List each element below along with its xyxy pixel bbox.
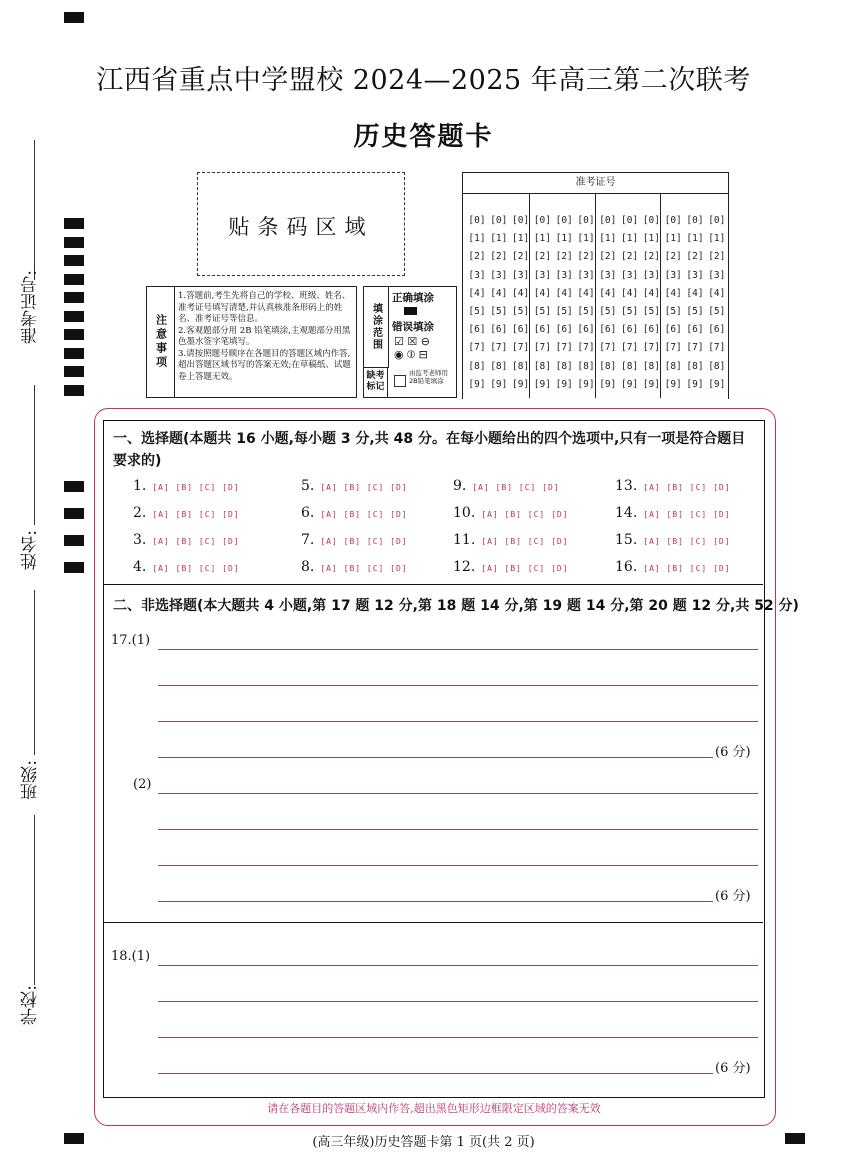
option-bubbles[interactable]: [A] [B] [C] [D] [472, 483, 560, 492]
digit-bubble[interactable]: [8] [577, 360, 595, 372]
corner-mark-top-left [64, 12, 84, 23]
digit-bubble[interactable]: [0] [490, 215, 508, 226]
digit-bubble[interactable]: [1] [512, 233, 530, 245]
digit-bubble[interactable]: [5] [512, 306, 530, 317]
digit-bubble[interactable]: [2] [664, 251, 682, 263]
choice-question [301, 559, 408, 575]
digit-bubble[interactable]: [6] [512, 324, 530, 336]
q17-part2-label: (2) [133, 777, 152, 792]
answer-line[interactable] [158, 1001, 758, 1002]
timing-mark [64, 292, 84, 303]
digit-bubble[interactable]: [2] [599, 251, 617, 263]
digit-bubble[interactable]: [4] [555, 287, 573, 299]
digit-bubble[interactable]: [8] [533, 360, 551, 372]
q18-part1-label: 18.(1) [111, 949, 151, 964]
digit-bubble[interactable]: [8] [512, 360, 530, 372]
digit-bubble[interactable]: [8] [686, 360, 704, 372]
choice-question [301, 532, 408, 548]
answer-line[interactable] [158, 757, 713, 758]
digit-bubble[interactable]: [5] [555, 306, 573, 317]
admission-number-grid [462, 172, 729, 399]
timing-mark [64, 311, 84, 322]
digit-bubble[interactable]: [2] [468, 251, 486, 263]
digit-bubble[interactable]: [9] [490, 378, 508, 390]
answer-line[interactable] [158, 865, 758, 866]
digit-bubble[interactable]: [3] [599, 269, 617, 281]
option-bubbles[interactable]: [A] [B] [C] [D] [643, 564, 731, 573]
question-number: 4. [133, 559, 147, 575]
digit-bubble[interactable]: [9] [621, 378, 639, 390]
choice-question [453, 532, 569, 548]
exam-title: 江西省重点中学盟校 2024—2025 年高三第二次联考 [96, 65, 751, 96]
choice-question [453, 478, 560, 494]
section-choice [103, 420, 763, 585]
option-bubbles[interactable]: [A] [B] [C] [D] [643, 483, 731, 492]
digit-bubble[interactable]: [7] [490, 342, 508, 354]
binding-line-3 [34, 590, 35, 755]
digit-bubble[interactable]: [5] [490, 306, 508, 317]
digit-bubble[interactable]: [1] [577, 233, 595, 245]
choice-question [615, 532, 731, 548]
digit-bubble[interactable]: [1] [490, 233, 508, 245]
digit-bubble[interactable]: [4] [621, 287, 639, 299]
digit-bubble[interactable]: [5] [533, 306, 551, 317]
question-number: 16. [615, 559, 638, 575]
digit-bubble[interactable]: [7] [468, 342, 486, 354]
side-name-label: 姓名: [21, 530, 41, 570]
digit-bubble[interactable]: [0] [642, 215, 660, 226]
digit-bubble[interactable]: [4] [664, 287, 682, 299]
digit-bubble[interactable]: [5] [664, 306, 682, 317]
digit-bubble-grid [463, 193, 728, 398]
notice-text [178, 291, 353, 383]
digit-bubble[interactable]: [6] [621, 324, 639, 336]
option-bubbles[interactable]: [A] [B] [C] [D] [643, 510, 731, 519]
binding-line-1 [34, 140, 35, 280]
absent-note: 由监考老师用2B铅笔填涂 [409, 369, 448, 385]
absent-label: 缺考标记 [364, 368, 388, 397]
option-bubbles[interactable]: [A] [B] [C] [D] [152, 510, 240, 519]
digit-bubble[interactable]: [9] [555, 378, 573, 390]
question-number: 1. [133, 478, 147, 494]
timing-mark [64, 366, 84, 377]
choice-question [301, 505, 408, 521]
digit-bubble[interactable]: [5] [577, 306, 595, 317]
digit-bubble[interactable]: [8] [490, 360, 508, 372]
digit-bubble[interactable]: [7] [555, 342, 573, 354]
digit-bubble[interactable]: [5] [642, 306, 660, 317]
answer-line[interactable] [158, 721, 758, 722]
digit-bubble[interactable]: [0] [577, 215, 595, 226]
digit-bubble[interactable]: [7] [642, 342, 660, 354]
q17-part1-label: 17.(1) [111, 633, 151, 648]
choice-question [453, 559, 569, 575]
question-number: 7. [301, 532, 315, 548]
digit-bubble[interactable]: [6] [599, 324, 617, 336]
choice-question [133, 505, 240, 521]
section-q18 [103, 923, 763, 1096]
digit-bubble[interactable]: [8] [621, 360, 639, 372]
timing-mark [64, 508, 84, 519]
q18-part1-score: (6 分) [715, 1061, 751, 1076]
digit-bubble[interactable]: [5] [468, 306, 486, 317]
wrong-fill-label: 错误填涂 [392, 321, 434, 333]
digit-bubble[interactable]: [1] [555, 233, 573, 245]
digit-bubble[interactable]: [0] [621, 215, 639, 226]
side-exam-no-label: 准考证号: [21, 270, 41, 344]
choice-question [453, 505, 569, 521]
digit-bubble[interactable]: [6] [708, 324, 726, 336]
option-bubbles[interactable]: [A] [B] [C] [D] [320, 510, 408, 519]
option-bubbles[interactable]: [A] [B] [C] [D] [481, 510, 569, 519]
digit-bubble[interactable]: [8] [664, 360, 682, 372]
digit-bubble[interactable]: [9] [512, 378, 530, 390]
barcode-area [197, 172, 405, 276]
question-number: 8. [301, 559, 315, 575]
question-number: 2. [133, 505, 147, 521]
digit-bubble[interactable]: [3] [642, 269, 660, 281]
section-open-heading: 二、非选择题(本大题共 4 小题,第 17 题 12 分,第 18 题 14 分,第 19 题 14 分,第 20 题 12 分,共 52 分) [113, 598, 799, 614]
option-bubbles[interactable]: [A] [B] [C] [D] [152, 537, 240, 546]
digit-bubble[interactable]: [7] [577, 342, 595, 354]
digit-bubble[interactable]: [4] [490, 287, 508, 299]
digit-bubble[interactable]: [3] [686, 269, 704, 281]
page-number: (高三年级)历史答题卡第 1 页(共 2 页) [312, 1135, 535, 1150]
digit-bubble[interactable]: [4] [599, 287, 617, 299]
binding-line-2 [34, 385, 35, 525]
option-bubbles[interactable]: [A] [B] [C] [D] [320, 564, 408, 573]
digit-bubble[interactable]: [3] [621, 269, 639, 281]
option-bubbles[interactable]: [A] [B] [C] [D] [481, 537, 569, 546]
digit-bubble[interactable]: [9] [708, 378, 726, 390]
digit-bubble[interactable]: [3] [555, 269, 573, 281]
timing-mark [64, 218, 84, 229]
digit-bubble[interactable]: [3] [577, 269, 595, 281]
side-class-label: 班级: [21, 760, 41, 800]
digit-bubble[interactable]: [8] [468, 360, 486, 372]
answer-line[interactable] [158, 793, 758, 794]
question-number: 12. [453, 559, 476, 575]
digit-bubble[interactable]: [4] [512, 287, 530, 299]
timing-mark [64, 237, 84, 248]
digit-bubble[interactable]: [4] [708, 287, 726, 299]
digit-bubble[interactable]: [0] [686, 215, 704, 226]
question-number: 6. [301, 505, 315, 521]
question-number: 14. [615, 505, 638, 521]
digit-bubble[interactable]: [8] [599, 360, 617, 372]
digit-bubble[interactable]: [0] [708, 215, 726, 226]
digit-bubble[interactable]: [2] [490, 251, 508, 263]
digit-bubble[interactable]: [6] [490, 324, 508, 336]
question-number: 9. [453, 478, 467, 494]
digit-bubble[interactable]: [9] [599, 378, 617, 390]
digit-bubble[interactable]: [2] [555, 251, 573, 263]
question-number: 11. [453, 532, 476, 548]
digit-bubble[interactable]: [5] [708, 306, 726, 317]
digit-bubble[interactable]: [0] [664, 215, 682, 226]
correct-fill-example [404, 307, 417, 315]
digit-bubble[interactable]: [0] [468, 215, 486, 226]
barcode-label: 贴条码区域 [228, 215, 374, 239]
digit-bubble[interactable]: [3] [664, 269, 682, 281]
digit-bubble[interactable]: [5] [621, 306, 639, 317]
digit-bubble[interactable]: [4] [686, 287, 704, 299]
digit-bubble[interactable]: [7] [621, 342, 639, 354]
digit-bubble[interactable]: [8] [555, 360, 573, 372]
admission-number-label: 准考证号 [463, 173, 728, 194]
digit-bubble[interactable]: [1] [642, 233, 660, 245]
digit-bubble[interactable]: [1] [468, 233, 486, 245]
answer-line[interactable] [158, 829, 758, 830]
digit-bubble[interactable]: [7] [533, 342, 551, 354]
option-bubbles[interactable]: [A] [B] [C] [D] [320, 483, 408, 492]
wrong-fill-examples: ☑ ☒ ⊖ ◉ ⦶ ⊟ [394, 335, 430, 361]
digit-bubble[interactable]: [4] [533, 287, 551, 299]
choice-question [133, 532, 240, 548]
digit-bubble[interactable]: [3] [533, 269, 551, 281]
digit-bubble[interactable]: [9] [577, 378, 595, 390]
timing-mark [64, 274, 84, 285]
digit-bubble[interactable]: [3] [490, 269, 508, 281]
section-open [103, 585, 799, 923]
digit-bubble[interactable]: [2] [686, 251, 704, 263]
choice-question [615, 505, 731, 521]
digit-bubble[interactable]: [0] [533, 215, 551, 226]
digit-bubble[interactable]: [2] [642, 251, 660, 263]
digit-bubble[interactable]: [1] [664, 233, 682, 245]
fill-range-label: 填涂范围 [364, 287, 389, 368]
notice-item-1: 1.答题前,考生先将自己的学校、班级、姓名、准考证号填写清楚,并认真核准条形码上的姓名、准考证号等信息。 [178, 291, 351, 324]
choice-question [615, 559, 731, 575]
q17-part1-score: (6 分) [715, 745, 751, 760]
side-school-label: 学校: [21, 985, 41, 1025]
digit-bubble[interactable]: [3] [468, 269, 486, 281]
timing-mark [64, 385, 84, 396]
digit-bubble[interactable]: [6] [686, 324, 704, 336]
option-bubbles[interactable]: [A] [B] [C] [D] [152, 564, 240, 573]
digit-bubble[interactable]: [5] [686, 306, 704, 317]
fill-example-box [363, 286, 457, 398]
digit-bubble[interactable]: [4] [642, 287, 660, 299]
answer-line[interactable] [158, 1037, 758, 1038]
choice-question [615, 478, 731, 494]
digit-bubble[interactable]: [1] [599, 233, 617, 245]
timing-mark [64, 255, 84, 266]
correct-fill-label: 正确填涂 [392, 292, 434, 304]
digit-bubble[interactable]: [6] [533, 324, 551, 336]
answer-line[interactable] [158, 1073, 713, 1074]
notice-item-2: 2.客观题部分用 2B 铅笔填涂,主观题部分用黑色墨水签字笔填写。 [178, 325, 351, 347]
digit-bubble[interactable]: [2] [512, 251, 530, 263]
absent-mark-box[interactable] [394, 375, 406, 387]
digit-bubble[interactable]: [7] [512, 342, 530, 354]
timing-mark [64, 329, 84, 340]
answer-line[interactable] [158, 901, 713, 902]
question-number: 10. [453, 505, 476, 521]
digit-bubble[interactable]: [2] [533, 251, 551, 263]
question-number: 5. [301, 478, 315, 494]
digit-bubble[interactable]: [9] [468, 378, 486, 390]
choice-question [133, 559, 240, 575]
timing-mark [64, 481, 84, 492]
digit-bubble[interactable]: [0] [512, 215, 530, 226]
option-bubbles[interactable]: [A] [B] [C] [D] [152, 483, 240, 492]
digit-bubble[interactable]: [9] [664, 378, 682, 390]
digit-bubble[interactable]: [2] [577, 251, 595, 263]
digit-bubble[interactable]: [9] [533, 378, 551, 390]
digit-bubble[interactable]: [6] [664, 324, 682, 336]
digit-bubble[interactable]: [2] [708, 251, 726, 263]
digit-bubble[interactable]: [0] [599, 215, 617, 226]
card-subtitle: 历史答题卡 [353, 122, 494, 152]
answer-line[interactable] [158, 965, 758, 966]
digit-bubble[interactable]: [2] [621, 251, 639, 263]
digit-bubble[interactable]: [5] [599, 306, 617, 317]
timing-mark [64, 348, 84, 359]
binding-line-4 [34, 815, 35, 985]
digit-bubble[interactable]: [3] [708, 269, 726, 281]
question-number: 15. [615, 532, 638, 548]
timing-mark [64, 562, 84, 573]
notice-item-3: 3.请按照题号顺序在各题目的答题区域内作答,超出答题区域书写的答案无效;在草稿纸、试题卷上答题无效。 [178, 348, 351, 382]
digit-bubble[interactable]: [0] [555, 215, 573, 226]
question-number: 3. [133, 532, 147, 548]
section-choice-heading: 一、选择题(本题共 16 小题,每小题 3 分,共 48 分。在每小题给出的四个选项中,只有一项是符合题目要求的) [113, 431, 746, 469]
notice-label: 注意事项 [147, 287, 175, 397]
digit-bubble[interactable]: [7] [599, 342, 617, 354]
digit-bubble[interactable]: [1] [708, 233, 726, 245]
answer-line[interactable] [158, 649, 758, 650]
question-number: 13. [615, 478, 638, 494]
digit-bubble[interactable]: [1] [533, 233, 551, 245]
digit-bubble[interactable]: [8] [708, 360, 726, 372]
digit-bubble[interactable]: [6] [555, 324, 573, 336]
digit-bubble[interactable]: [7] [708, 342, 726, 354]
digit-bubble[interactable]: [8] [642, 360, 660, 372]
choice-question [133, 478, 240, 494]
digit-bubble[interactable]: [6] [468, 324, 486, 336]
digit-bubble[interactable]: [7] [686, 342, 704, 354]
q17-part2-score: (6 分) [715, 889, 751, 904]
answer-line[interactable] [158, 685, 758, 686]
option-bubbles[interactable]: [A] [B] [C] [D] [481, 564, 569, 573]
notice-box [146, 286, 357, 398]
digit-bubble[interactable]: [4] [468, 287, 486, 299]
digit-bubble[interactable]: [9] [642, 378, 660, 390]
digit-bubble[interactable]: [1] [686, 233, 704, 245]
digit-bubble[interactable]: [1] [621, 233, 639, 245]
timing-mark [64, 535, 84, 546]
digit-bubble[interactable]: [4] [577, 287, 595, 299]
digit-bubble[interactable]: [6] [642, 324, 660, 336]
digit-bubble[interactable]: [3] [512, 269, 530, 281]
digit-bubble[interactable]: [6] [577, 324, 595, 336]
choice-question [301, 478, 408, 494]
digit-bubble[interactable]: [7] [664, 342, 682, 354]
option-bubbles[interactable]: [A] [B] [C] [D] [643, 537, 731, 546]
digit-bubble[interactable]: [9] [686, 378, 704, 390]
footer-warning: 请在各题目的答题区域内作答,超出黑色矩形边框限定区域的答案无效 [267, 1102, 601, 1115]
option-bubbles[interactable]: [A] [B] [C] [D] [320, 537, 408, 546]
